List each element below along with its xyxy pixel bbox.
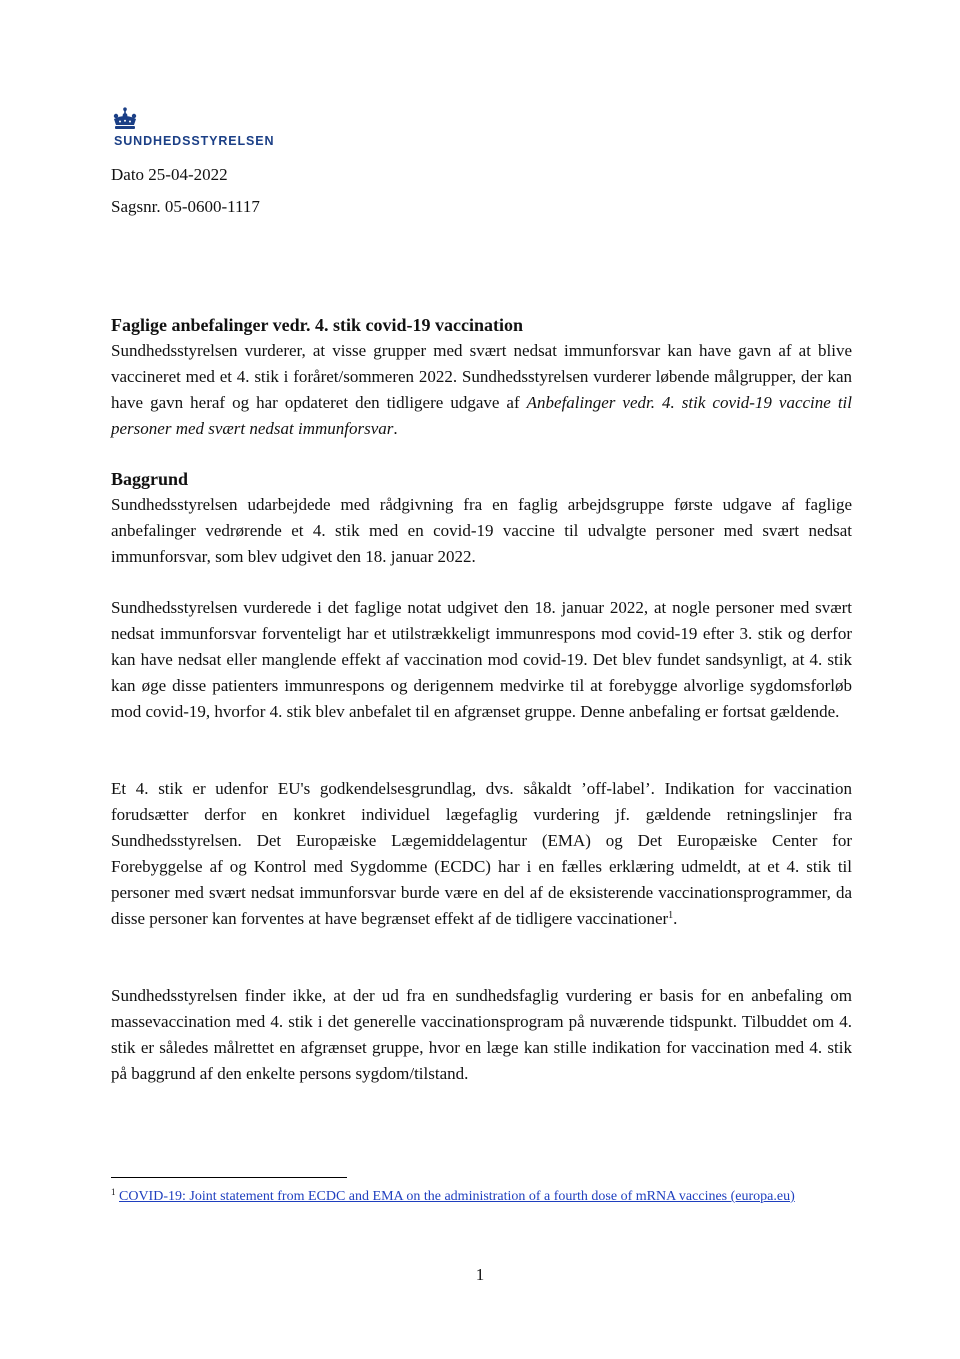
- body-paragraph: Et 4. stik er udenfor EU's godkendelsesgrundlag, dvs. såkaldt ’off-label’. Indikation for vaccination forudsætter derfor en konkret individuel lægefaglig vurdering jf. gældende retningslinjer fra Sundhedsstyrelsen. Det Europæiske Lægemiddelagentur (EMA) og Det Europæiske Center for Forebyggelse af og Kontrol med Sygdomme (ECDC) har i en fælles erklæring udmeldt, at et 4. stik til personer med svært nedsat immunforsvar burde være en del af de eksisterende vaccinationsprogrammer, da disse personer kan forventes at have begrænset effekt af de tidligere vaccinationer$^1$.: [111, 779, 852, 928]
- body-paragraph: Sundhedsstyrelsen finder ikke, at der ud fra en sundhedsfaglig vurdering er basis for en anbefaling om massevaccination med 4. stik i det generelle vaccinationsprogram på nuværende tidspunkt. Tilbuddet om 4. stik er således målrettet en afgrænset gruppe, hvor en læge kan stille indikation for vaccination med 4. stik på baggrund af den enkelte persons sygdom/tilstand.: [111, 986, 852, 1083]
- publication-title: Anbefalinger vedr. 4. stik covid-19 vaccine til personer med svært nedsat immunforsvar: [111, 393, 852, 438]
- body-paragraph-block: [111, 595, 852, 725]
- page-number: 1: [475, 1265, 485, 1284]
- body-paragraph: Sundhedsstyrelsen udarbejdede med rådgivning fra en faglig arbejdsgruppe første udgave af faglige anbefalinger vedrørende et 4. stik med en covid-19 vaccine til udvalgte personer med svært nedsat immunforsvar, som blev udgivet den 18. januar 2022.: [111, 495, 852, 566]
- case-number: Sagsnr. 05-0600-1117: [111, 197, 260, 216]
- body-paragraph-block: [111, 776, 852, 932]
- section-title: Faglige anbefalinger vedr. 4. stik covid-19 vaccination: [111, 315, 523, 335]
- footnote: [111, 1186, 852, 1207]
- intro-paragraph: Sundhedsstyrelsen vurderer, at visse grupper med svært nedsat immunforsvar kan have gavn af at blive vaccineret med et 4. stik i foråret/sommeren 2022. Sundhedsstyrelsen vurderer løbende målgrupper, der kan have gavn heraf og har opdateret den tidligere udgave af Anbefalinger vedr. 4. stik covid-19 vaccine til personer med svært nedsat immunforsvar.: [111, 341, 852, 438]
- brand-name: SUNDHEDSSTYRELSEN: [114, 134, 275, 148]
- footnote-number: 1: [111, 1187, 116, 1197]
- footnote-reference[interactable]: 1: [668, 910, 674, 921]
- document-date: Dato 25-04-2022: [111, 165, 228, 184]
- section-title: Baggrund: [111, 469, 189, 489]
- body-paragraph-block: [111, 983, 852, 1087]
- footnote-link[interactable]: COVID-19: Joint statement from ECDC and EMA on the administration of a fourth dose of mRNA vaccines (europa.eu): [119, 1189, 795, 1204]
- crown-icon: [111, 107, 139, 131]
- section-background: [111, 466, 852, 570]
- body-paragraph: Sundhedsstyrelsen vurderede i det faglige notat udgivet den 18. januar 2022, at nogle personer med svært nedsat immunforsvar forventeligt har et utilstrækkeligt immunrespons mod covid-19 efter 3. stik og derfor kan have nedsat eller manglende effekt af vaccination mod covid-19. Det blev fundet sandsynligt, at 4. stik kan øge disse patienters immunrespons og derigennem medvirke til at forebygge alvorlige sygdomsforløb mod covid-19, hvorfor 4. stik blev anbefalet til en afgrænset gruppe. Denne anbefaling er fortsat gældende.: [111, 598, 852, 721]
- section-recommendations: [111, 312, 852, 442]
- footnote-divider: [111, 1177, 347, 1178]
